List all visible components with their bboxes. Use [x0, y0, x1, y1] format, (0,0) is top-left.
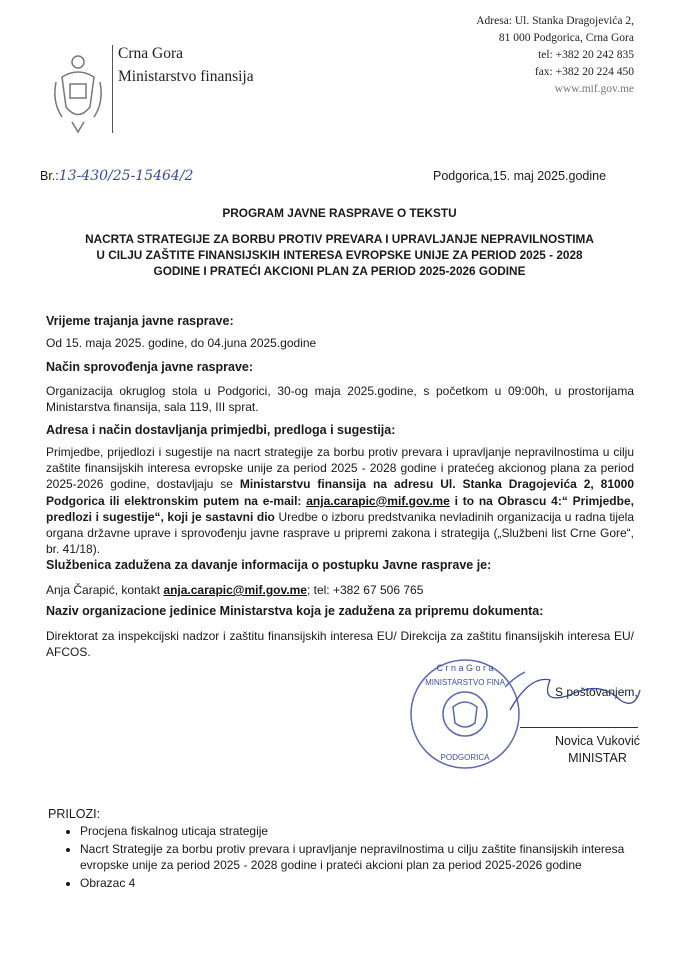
attachments-label: PRILOZI: [48, 807, 101, 821]
contact-heading: Službenica zadužena za davanje informacija o postupku Javne rasprave je: [46, 558, 492, 572]
header-divider [112, 45, 113, 133]
submission-form-note: i to na Obrascu 4:“ Primjedbe, predlozi i sugestije“, koji je sastavni dio [46, 493, 634, 524]
contact-name: Anja Čarapić, kontakt [46, 583, 164, 597]
country-name: Crna Gora [118, 45, 183, 62]
submission-text-part: Uredbe o izboru predstvanika nevladinih organizacija u radna tijela organa državne uprave i sprovođenju javne rasprave u pripremi zakona i strategija („Službeni list Crne Gore“, br. 41/18). [46, 509, 634, 557]
duration-text: Od 15. maja 2025. godine, do 04.juna 2025.godine [46, 336, 317, 350]
signatory [555, 733, 640, 767]
contact-phone: ; tel: +382 67 506 765 [306, 583, 424, 597]
reference-number [40, 168, 193, 184]
contact-text [46, 582, 634, 598]
method-text: Organizacija okruglog stola u Podgorici, 30-og maja 2025.godine, s početkom u 09:00h, u prostorijama Ministarstva finansija, sala 119, III sprat. [46, 384, 634, 415]
phone: tel: +382 20 242 835 [538, 49, 634, 61]
organization-name [118, 42, 254, 88]
handwritten-signature [500, 670, 650, 720]
contact-address [476, 13, 634, 98]
document-subtitle: U CILJU ZAŠTITE FINANSIJSKIH INTERESA EVROPSKE UNIJE ZA PERIOD 2025 - 2028 [96, 248, 583, 262]
reference-label: Br.: [40, 169, 59, 183]
svg-text:PODGORICA: PODGORICA [440, 753, 490, 762]
attachment-item: • Procjena fiskalnog uticaja strategije [80, 823, 654, 839]
address-line: Adresa: Ul. Stanka Dragojevića 2, [476, 15, 634, 27]
svg-text:C r n a G o r a: C r n a G o r a [436, 663, 494, 673]
signatory-name: Novica Vuković [555, 734, 640, 748]
unit-heading: Naziv organizacione jedinice Ministarstva koja je zadužena za pripremu dokumenta: [46, 604, 544, 618]
method-heading: Način sprovođenja javne rasprave: [46, 360, 254, 374]
duration-heading: Vrijeme trajanja javne rasprave: [46, 314, 234, 328]
submission-text-part: Primjedbe, prijedlozi i sugestije na nacrt strategije za borbu protiv prevara i upravljanje nepravilnostima u cilju zaštite finansijskih interesa evropske unije za period 2025 - 2028 godine i pratećeg akcionog plana za period 2025-2026 godine, dostavljaju se [46, 445, 634, 492]
document-subtitle: GODINE I PRATEĆI AKCIONI PLAN ZA PERIOD 2025-2026 GODINE [153, 264, 526, 278]
signature-line [520, 727, 638, 728]
unit-text: Direktorat za inspekcijski nadzor i zaštitu finansijskih interesa EU/ Direkcija za zaštitu finansijskih interesa EU/ AFCOS. [46, 629, 634, 660]
fax: fax: +382 20 224 450 [534, 66, 634, 78]
svg-text:MINISTARSTVO FINA: MINISTARSTVO FINA [425, 678, 505, 687]
document-subtitle: NACRTA STRATEGIJE ZA BORBU PROTIV PREVARA I UPRAVLJANJE NEPRAVILNOSTIMA [85, 232, 594, 246]
attachment-item: • Obrazac 4 [80, 875, 654, 891]
attachment-item: • Nacrt Strategije za borbu protiv prevara i upravljanje nepravilnostima u cilju zaštite finansijskih interesa evropske unije za period 2025 - 2028 godine i prateći akcioni plan za period 2025-2026 godine [80, 841, 654, 873]
email-link[interactable]: anja.carapic@mif.gov.me [306, 493, 450, 508]
contact-email-link[interactable]: anja.carapic@mif.gov.me [163, 583, 307, 597]
attachments-list [60, 823, 654, 893]
address-line: 81 000 Podgorica, Crna Gora [498, 32, 634, 44]
submission-address: Ministarstvu finansija na adresu Ul. Stanka Dragojevića 2, 81000 Podgorica ili elektronskim putem na e-mail: [46, 477, 635, 508]
document-title: PROGRAM JAVNE RASPRAVE O TEKSTU [222, 206, 457, 220]
ministry-name: Ministarstvo finansija [118, 68, 254, 85]
website: www.mif.gov.me [554, 83, 634, 95]
coat-of-arms-logo [52, 52, 104, 134]
submission-heading: Adresa i način dostavljanja primjedbi, predloga i sugestija: [46, 423, 396, 437]
signatory-title: MINISTAR [568, 751, 627, 765]
document-date: Podgorica,15. maj 2025.godine [433, 169, 607, 183]
submission-text [46, 444, 634, 557]
reference-handwritten: 13-430/25-15464/2 [58, 168, 194, 184]
closing-salutation: S poštovanjem, [555, 685, 638, 699]
